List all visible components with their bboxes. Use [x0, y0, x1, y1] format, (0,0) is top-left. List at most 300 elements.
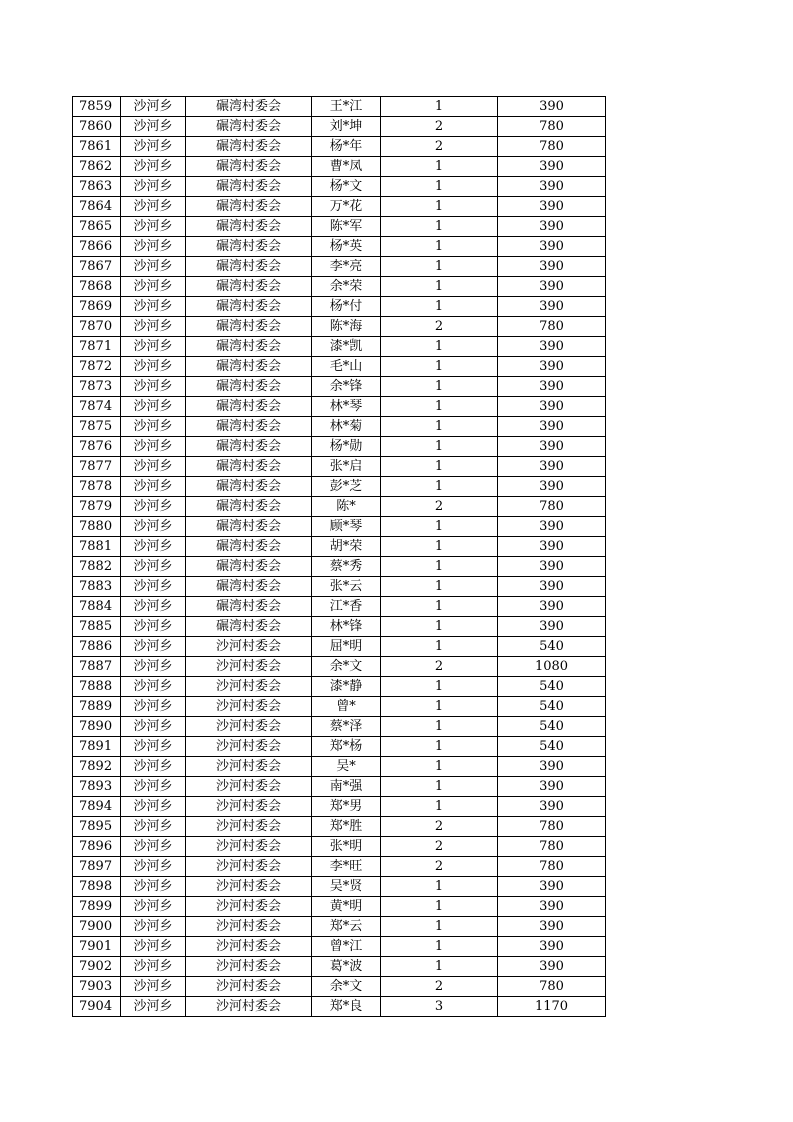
table-row	[73, 677, 606, 697]
township-cell: 沙河乡	[121, 737, 186, 757]
count-cell: 1	[381, 757, 498, 777]
amount-cell: 780	[498, 117, 606, 137]
amount-cell: 390	[498, 337, 606, 357]
township-cell: 沙河乡	[121, 997, 186, 1017]
table-row	[73, 297, 606, 317]
count-cell: 1	[381, 737, 498, 757]
count-cell: 1	[381, 917, 498, 937]
name-cell: 李*旺	[312, 857, 381, 877]
village-committee-cell: 碾湾村委会	[186, 337, 312, 357]
amount-cell: 390	[498, 897, 606, 917]
row-number-cell: 7896	[73, 837, 121, 857]
village-committee-cell: 碾湾村委会	[186, 97, 312, 117]
township-cell: 沙河乡	[121, 797, 186, 817]
village-committee-cell: 碾湾村委会	[186, 177, 312, 197]
table-row	[73, 837, 606, 857]
village-committee-cell: 沙河村委会	[186, 857, 312, 877]
row-number-cell: 7878	[73, 477, 121, 497]
village-committee-cell: 碾湾村委会	[186, 417, 312, 437]
count-cell: 1	[381, 217, 498, 237]
amount-cell: 1080	[498, 657, 606, 677]
row-number-cell: 7900	[73, 917, 121, 937]
name-cell: 黄*明	[312, 897, 381, 917]
table-row	[73, 617, 606, 637]
amount-cell: 390	[498, 477, 606, 497]
count-cell: 2	[381, 317, 498, 337]
amount-cell: 540	[498, 697, 606, 717]
name-cell: 蔡*秀	[312, 557, 381, 577]
row-number-cell: 7880	[73, 517, 121, 537]
table-row	[73, 137, 606, 157]
count-cell: 1	[381, 937, 498, 957]
name-cell: 林*菊	[312, 417, 381, 437]
name-cell: 曹*凤	[312, 157, 381, 177]
row-number-cell: 7862	[73, 157, 121, 177]
row-number-cell: 7898	[73, 877, 121, 897]
village-committee-cell: 碾湾村委会	[186, 137, 312, 157]
row-number-cell: 7884	[73, 597, 121, 617]
amount-cell: 390	[498, 877, 606, 897]
count-cell: 1	[381, 437, 498, 457]
village-committee-cell: 碾湾村委会	[186, 537, 312, 557]
count-cell: 2	[381, 857, 498, 877]
township-cell: 沙河乡	[121, 697, 186, 717]
row-number-cell: 7890	[73, 717, 121, 737]
count-cell: 1	[381, 677, 498, 697]
table-row	[73, 357, 606, 377]
village-committee-cell: 沙河村委会	[186, 757, 312, 777]
village-committee-cell: 碾湾村委会	[186, 377, 312, 397]
village-committee-cell: 碾湾村委会	[186, 357, 312, 377]
village-committee-cell: 碾湾村委会	[186, 157, 312, 177]
village-committee-cell: 碾湾村委会	[186, 277, 312, 297]
amount-cell: 390	[498, 577, 606, 597]
count-cell: 1	[381, 777, 498, 797]
table-row	[73, 237, 606, 257]
table-body	[73, 97, 606, 1017]
count-cell: 1	[381, 557, 498, 577]
village-committee-cell: 沙河村委会	[186, 957, 312, 977]
table-row	[73, 697, 606, 717]
count-cell: 1	[381, 597, 498, 617]
count-cell: 1	[381, 457, 498, 477]
row-number-cell: 7868	[73, 277, 121, 297]
amount-cell: 390	[498, 97, 606, 117]
count-cell: 1	[381, 177, 498, 197]
township-cell: 沙河乡	[121, 677, 186, 697]
table-row	[73, 557, 606, 577]
row-number-cell: 7888	[73, 677, 121, 697]
township-cell: 沙河乡	[121, 777, 186, 797]
table-row	[73, 957, 606, 977]
village-committee-cell: 沙河村委会	[186, 897, 312, 917]
table-row	[73, 97, 606, 117]
name-cell: 毛*山	[312, 357, 381, 377]
table-row	[73, 537, 606, 557]
name-cell: 杨*勋	[312, 437, 381, 457]
count-cell: 1	[381, 957, 498, 977]
count-cell: 1	[381, 537, 498, 557]
township-cell: 沙河乡	[121, 757, 186, 777]
township-cell: 沙河乡	[121, 597, 186, 617]
village-committee-cell: 碾湾村委会	[186, 197, 312, 217]
village-committee-cell: 碾湾村委会	[186, 297, 312, 317]
amount-cell: 390	[498, 537, 606, 557]
name-cell: 张*启	[312, 457, 381, 477]
township-cell: 沙河乡	[121, 217, 186, 237]
name-cell: 胡*荣	[312, 537, 381, 557]
amount-cell: 390	[498, 257, 606, 277]
table-row	[73, 317, 606, 337]
table-row	[73, 997, 606, 1017]
row-number-cell: 7895	[73, 817, 121, 837]
village-committee-cell: 碾湾村委会	[186, 217, 312, 237]
count-cell: 1	[381, 417, 498, 437]
count-cell: 1	[381, 617, 498, 637]
amount-cell: 780	[498, 317, 606, 337]
count-cell: 1	[381, 717, 498, 737]
row-number-cell: 7866	[73, 237, 121, 257]
table-row	[73, 337, 606, 357]
count-cell: 1	[381, 97, 498, 117]
name-cell: 彭*芝	[312, 477, 381, 497]
count-cell: 2	[381, 837, 498, 857]
row-number-cell: 7885	[73, 617, 121, 637]
name-cell: 陈*	[312, 497, 381, 517]
table-row	[73, 717, 606, 737]
amount-cell: 540	[498, 637, 606, 657]
name-cell: 余*锋	[312, 377, 381, 397]
amount-cell: 780	[498, 497, 606, 517]
row-number-cell: 7859	[73, 97, 121, 117]
amount-cell: 390	[498, 377, 606, 397]
township-cell: 沙河乡	[121, 577, 186, 597]
township-cell: 沙河乡	[121, 417, 186, 437]
amount-cell: 780	[498, 137, 606, 157]
count-cell: 1	[381, 197, 498, 217]
amount-cell: 1170	[498, 997, 606, 1017]
name-cell: 杨*文	[312, 177, 381, 197]
name-cell: 张*云	[312, 577, 381, 597]
name-cell: 杨*付	[312, 297, 381, 317]
amount-cell: 390	[498, 617, 606, 637]
amount-cell: 390	[498, 557, 606, 577]
count-cell: 1	[381, 797, 498, 817]
township-cell: 沙河乡	[121, 537, 186, 557]
table-row	[73, 277, 606, 297]
table-row	[73, 177, 606, 197]
row-number-cell: 7891	[73, 737, 121, 757]
row-number-cell: 7874	[73, 397, 121, 417]
village-committee-cell: 碾湾村委会	[186, 497, 312, 517]
amount-cell: 390	[498, 297, 606, 317]
name-cell: 余*文	[312, 657, 381, 677]
village-committee-cell: 沙河村委会	[186, 657, 312, 677]
village-committee-cell: 碾湾村委会	[186, 397, 312, 417]
village-committee-cell: 碾湾村委会	[186, 237, 312, 257]
amount-cell: 390	[498, 357, 606, 377]
name-cell: 蔡*泽	[312, 717, 381, 737]
name-cell: 陈*海	[312, 317, 381, 337]
amount-cell: 540	[498, 677, 606, 697]
name-cell: 陈*军	[312, 217, 381, 237]
amount-cell: 390	[498, 237, 606, 257]
table-row	[73, 517, 606, 537]
table-row	[73, 497, 606, 517]
village-committee-cell: 沙河村委会	[186, 877, 312, 897]
amount-cell: 780	[498, 837, 606, 857]
township-cell: 沙河乡	[121, 277, 186, 297]
village-committee-cell: 沙河村委会	[186, 917, 312, 937]
row-number-cell: 7872	[73, 357, 121, 377]
table-row	[73, 417, 606, 437]
row-number-cell: 7876	[73, 437, 121, 457]
village-committee-cell: 碾湾村委会	[186, 617, 312, 637]
table-row	[73, 797, 606, 817]
village-committee-cell: 沙河村委会	[186, 817, 312, 837]
township-cell: 沙河乡	[121, 817, 186, 837]
township-cell: 沙河乡	[121, 557, 186, 577]
name-cell: 郑*云	[312, 917, 381, 937]
village-committee-cell: 碾湾村委会	[186, 317, 312, 337]
amount-cell: 390	[498, 777, 606, 797]
table-row	[73, 197, 606, 217]
count-cell: 1	[381, 897, 498, 917]
table-row	[73, 117, 606, 137]
row-number-cell: 7893	[73, 777, 121, 797]
amount-cell: 390	[498, 397, 606, 417]
row-number-cell: 7903	[73, 977, 121, 997]
row-number-cell: 7892	[73, 757, 121, 777]
village-committee-cell: 碾湾村委会	[186, 437, 312, 457]
village-committee-cell: 沙河村委会	[186, 977, 312, 997]
row-number-cell: 7879	[73, 497, 121, 517]
amount-cell: 390	[498, 437, 606, 457]
count-cell: 1	[381, 397, 498, 417]
township-cell: 沙河乡	[121, 197, 186, 217]
village-committee-cell: 碾湾村委会	[186, 557, 312, 577]
row-number-cell: 7902	[73, 957, 121, 977]
row-number-cell: 7864	[73, 197, 121, 217]
row-number-cell: 7883	[73, 577, 121, 597]
township-cell: 沙河乡	[121, 917, 186, 937]
table-row	[73, 757, 606, 777]
township-cell: 沙河乡	[121, 437, 186, 457]
table-row	[73, 477, 606, 497]
amount-cell: 390	[498, 937, 606, 957]
name-cell: 万*花	[312, 197, 381, 217]
village-committee-cell: 沙河村委会	[186, 937, 312, 957]
township-cell: 沙河乡	[121, 617, 186, 637]
count-cell: 2	[381, 657, 498, 677]
township-cell: 沙河乡	[121, 237, 186, 257]
village-committee-cell: 沙河村委会	[186, 637, 312, 657]
village-committee-cell: 沙河村委会	[186, 697, 312, 717]
count-cell: 1	[381, 577, 498, 597]
name-cell: 吴*	[312, 757, 381, 777]
count-cell: 2	[381, 817, 498, 837]
name-cell: 葛*波	[312, 957, 381, 977]
village-committee-cell: 碾湾村委会	[186, 597, 312, 617]
table-row	[73, 977, 606, 997]
table-row	[73, 657, 606, 677]
amount-cell: 390	[498, 177, 606, 197]
table-row	[73, 897, 606, 917]
village-committee-cell: 沙河村委会	[186, 837, 312, 857]
village-committee-cell: 碾湾村委会	[186, 577, 312, 597]
township-cell: 沙河乡	[121, 937, 186, 957]
township-cell: 沙河乡	[121, 637, 186, 657]
row-number-cell: 7882	[73, 557, 121, 577]
count-cell: 1	[381, 157, 498, 177]
township-cell: 沙河乡	[121, 177, 186, 197]
amount-cell: 390	[498, 197, 606, 217]
township-cell: 沙河乡	[121, 337, 186, 357]
count-cell: 2	[381, 977, 498, 997]
row-number-cell: 7861	[73, 137, 121, 157]
count-cell: 1	[381, 237, 498, 257]
township-cell: 沙河乡	[121, 517, 186, 537]
township-cell: 沙河乡	[121, 717, 186, 737]
township-cell: 沙河乡	[121, 257, 186, 277]
count-cell: 1	[381, 697, 498, 717]
row-number-cell: 7886	[73, 637, 121, 657]
township-cell: 沙河乡	[121, 657, 186, 677]
row-number-cell: 7877	[73, 457, 121, 477]
count-cell: 1	[381, 517, 498, 537]
row-number-cell: 7860	[73, 117, 121, 137]
township-cell: 沙河乡	[121, 117, 186, 137]
name-cell: 林*锋	[312, 617, 381, 637]
table-row	[73, 157, 606, 177]
name-cell: 李*亮	[312, 257, 381, 277]
township-cell: 沙河乡	[121, 297, 186, 317]
name-cell: 郑*杨	[312, 737, 381, 757]
table-row	[73, 437, 606, 457]
count-cell: 2	[381, 137, 498, 157]
amount-cell: 390	[498, 277, 606, 297]
amount-cell: 780	[498, 817, 606, 837]
table-row	[73, 857, 606, 877]
township-cell: 沙河乡	[121, 497, 186, 517]
table-row	[73, 577, 606, 597]
count-cell: 2	[381, 117, 498, 137]
township-cell: 沙河乡	[121, 837, 186, 857]
village-committee-cell: 沙河村委会	[186, 737, 312, 757]
table-row	[73, 937, 606, 957]
name-cell: 顾*琴	[312, 517, 381, 537]
row-number-cell: 7865	[73, 217, 121, 237]
table-row	[73, 777, 606, 797]
township-cell: 沙河乡	[121, 897, 186, 917]
count-cell: 1	[381, 337, 498, 357]
amount-cell: 540	[498, 737, 606, 757]
count-cell: 1	[381, 877, 498, 897]
amount-cell: 390	[498, 757, 606, 777]
name-cell: 江*香	[312, 597, 381, 617]
name-cell: 杨*年	[312, 137, 381, 157]
row-number-cell: 7899	[73, 897, 121, 917]
name-cell: 刘*坤	[312, 117, 381, 137]
name-cell: 漆*静	[312, 677, 381, 697]
row-number-cell: 7870	[73, 317, 121, 337]
row-number-cell: 7889	[73, 697, 121, 717]
village-committee-cell: 碾湾村委会	[186, 117, 312, 137]
count-cell: 1	[381, 257, 498, 277]
name-cell: 林*琴	[312, 397, 381, 417]
row-number-cell: 7901	[73, 937, 121, 957]
amount-cell: 780	[498, 977, 606, 997]
amount-cell: 390	[498, 457, 606, 477]
row-number-cell: 7881	[73, 537, 121, 557]
name-cell: 张*明	[312, 837, 381, 857]
table-row	[73, 817, 606, 837]
table-row	[73, 737, 606, 757]
amount-cell: 780	[498, 857, 606, 877]
table-row	[73, 597, 606, 617]
village-committee-cell: 碾湾村委会	[186, 517, 312, 537]
township-cell: 沙河乡	[121, 397, 186, 417]
row-number-cell: 7897	[73, 857, 121, 877]
count-cell: 1	[381, 297, 498, 317]
row-number-cell: 7904	[73, 997, 121, 1017]
table-row	[73, 917, 606, 937]
amount-cell: 390	[498, 157, 606, 177]
row-number-cell: 7871	[73, 337, 121, 357]
count-cell: 1	[381, 477, 498, 497]
village-committee-cell: 沙河村委会	[186, 677, 312, 697]
row-number-cell: 7894	[73, 797, 121, 817]
amount-cell: 390	[498, 597, 606, 617]
table-row	[73, 397, 606, 417]
row-number-cell: 7875	[73, 417, 121, 437]
row-number-cell: 7869	[73, 297, 121, 317]
amount-cell: 390	[498, 517, 606, 537]
name-cell: 郑*男	[312, 797, 381, 817]
count-cell: 1	[381, 637, 498, 657]
township-cell: 沙河乡	[121, 877, 186, 897]
township-cell: 沙河乡	[121, 357, 186, 377]
township-cell: 沙河乡	[121, 457, 186, 477]
name-cell: 王*江	[312, 97, 381, 117]
table-row	[73, 257, 606, 277]
township-cell: 沙河乡	[121, 317, 186, 337]
name-cell: 吴*贤	[312, 877, 381, 897]
count-cell: 1	[381, 277, 498, 297]
amount-cell: 390	[498, 917, 606, 937]
table-row	[73, 217, 606, 237]
row-number-cell: 7863	[73, 177, 121, 197]
township-cell: 沙河乡	[121, 977, 186, 997]
table-row	[73, 637, 606, 657]
row-number-cell: 7873	[73, 377, 121, 397]
row-number-cell: 7887	[73, 657, 121, 677]
village-committee-cell: 沙河村委会	[186, 717, 312, 737]
village-committee-cell: 碾湾村委会	[186, 477, 312, 497]
township-cell: 沙河乡	[121, 157, 186, 177]
name-cell: 郑*胜	[312, 817, 381, 837]
name-cell: 漆*凯	[312, 337, 381, 357]
amount-cell: 390	[498, 417, 606, 437]
amount-cell: 390	[498, 217, 606, 237]
table-row	[73, 457, 606, 477]
name-cell: 屈*明	[312, 637, 381, 657]
name-cell: 南*强	[312, 777, 381, 797]
name-cell: 曾*江	[312, 937, 381, 957]
data-table	[72, 96, 606, 1017]
row-number-cell: 7867	[73, 257, 121, 277]
table-row	[73, 377, 606, 397]
